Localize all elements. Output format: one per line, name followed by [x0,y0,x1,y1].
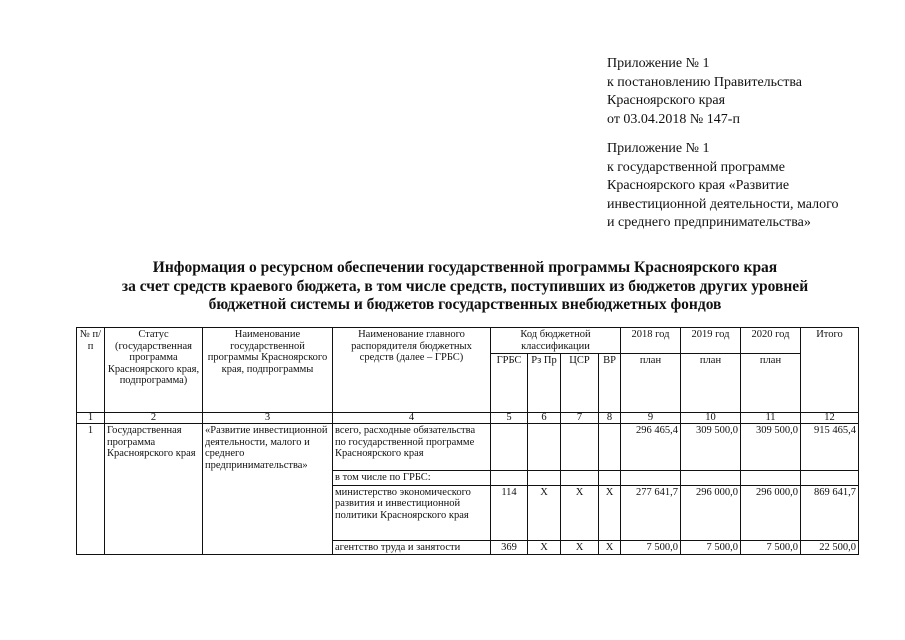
column-number: 5 [491,413,528,424]
subrow-total: 869 641,7 [801,485,859,540]
column-number: 12 [801,413,859,424]
row-num: 1 [77,424,105,555]
subrow-rzpr: Х [528,540,561,555]
subrow-grbs [491,471,528,486]
column-number: 4 [333,413,491,424]
subrow-grbs: 114 [491,485,528,540]
header-num: № п/п [77,328,105,413]
subrow-name: агентство труда и занятости [333,540,491,555]
subrow-2019: 296 000,0 [681,485,741,540]
subrow-vr [599,424,621,471]
appendix-1-line: к постановлению Правительства [607,74,803,90]
document-title [60,259,870,315]
subrow-name: в том числе по ГРБС: [333,471,491,486]
header-year-2020: 2020 год [741,328,801,354]
header-program-name: Наименование государственной программы Красноярского края, подпрограммы [203,328,333,413]
subrow-2018: 7 500,0 [621,540,681,555]
header-rzpr: Рз Пр [528,354,561,413]
column-number: 8 [599,413,621,424]
header-row [77,328,859,354]
header-plan-2018: план [621,354,681,413]
subrow-vr: Х [599,540,621,555]
title-line: Информация о ресурсном обеспечении государственной программы Красноярского края [152,259,778,276]
subrow-2019: 309 500,0 [681,424,741,471]
subrow-rzpr [528,471,561,486]
appendix-1-block [607,55,802,129]
appendix-1-line: Приложение № 1 [607,56,710,71]
subrow-csr [561,471,599,486]
subrow-total [801,471,859,486]
subrow-2018: 296 465,4 [621,424,681,471]
subrow-2020: 7 500,0 [741,540,801,555]
header-status: Статус (государственная программа Красноярского края, подпрограмма) [105,328,203,413]
appendix-2-block [607,140,839,233]
subrow-2019: 7 500,0 [681,540,741,555]
subrow-name: всего, расходные обязательства по государственной программе Красноярского края [333,424,491,471]
column-number: 1 [77,413,105,424]
subrow-grbs [491,424,528,471]
appendix-1-line: от 03.04.2018 № 147-п [607,111,740,127]
appendix-2-line: и среднего предпринимательства» [607,215,811,230]
column-number: 9 [621,413,681,424]
subrow-2018: 277 641,7 [621,485,681,540]
header-budget-code: Код бюджетной классификации [491,328,621,354]
header-grbs: ГРБС [491,354,528,413]
title-line: бюджетной системы и бюджетов государственных внебюджетных фондов [208,296,722,313]
subrow-total: 22 500,0 [801,540,859,555]
subrow-vr: Х [599,485,621,540]
subrow-csr: Х [561,485,599,540]
header-vr: ВР [599,354,621,413]
appendix-1-line: Красноярского края [607,93,726,108]
subrow-2020 [741,471,801,486]
column-number: 7 [561,413,599,424]
subrow-rzpr [528,424,561,471]
subrow-2019 [681,471,741,486]
header-year-2018: 2018 год [621,328,681,354]
subrow-csr: Х [561,540,599,555]
column-numbers-row [77,413,859,424]
subrow-2020: 309 500,0 [741,424,801,471]
column-number: 3 [203,413,333,424]
header-plan-2020: план [741,354,801,413]
header-plan-2019: план [681,354,741,413]
table-row [77,424,859,471]
subrow-2020: 296 000,0 [741,485,801,540]
appendix-2-line: инвестиционной деятельности, малого [607,196,839,212]
subrow-grbs: 369 [491,540,528,555]
subrow-rzpr: Х [528,485,561,540]
appendix-2-line: к государственной программе [607,159,785,175]
header-csr: ЦСР [561,354,599,413]
subrow-2018 [621,471,681,486]
row-program-name: «Развитие инвестиционной деятельности, малого и среднего предпринимательства» [203,424,333,555]
header-grbs-name: Наименование главного распорядителя бюджетных средств (далее – ГРБС) [333,328,491,413]
subrow-name: министерство экономического развития и инвестиционной политики Красноярского края [333,485,491,540]
appendix-2-line: Красноярского края «Развитие [607,178,790,193]
header-year-2019: 2019 год [681,328,741,354]
subrow-csr [561,424,599,471]
resource-table [76,327,859,555]
appendix-2-line: Приложение № 1 [607,141,710,156]
column-number: 11 [741,413,801,424]
header-total: Итого [801,328,859,413]
column-number: 2 [105,413,203,424]
column-number: 6 [528,413,561,424]
row-status: Государственная программа Красноярского края [105,424,203,555]
title-line: за счет средств краевого бюджета, в том числе средств, поступивших из бюджетов других уровней [121,277,809,295]
column-number: 10 [681,413,741,424]
subrow-vr [599,471,621,486]
subrow-total: 915 465,4 [801,424,859,471]
